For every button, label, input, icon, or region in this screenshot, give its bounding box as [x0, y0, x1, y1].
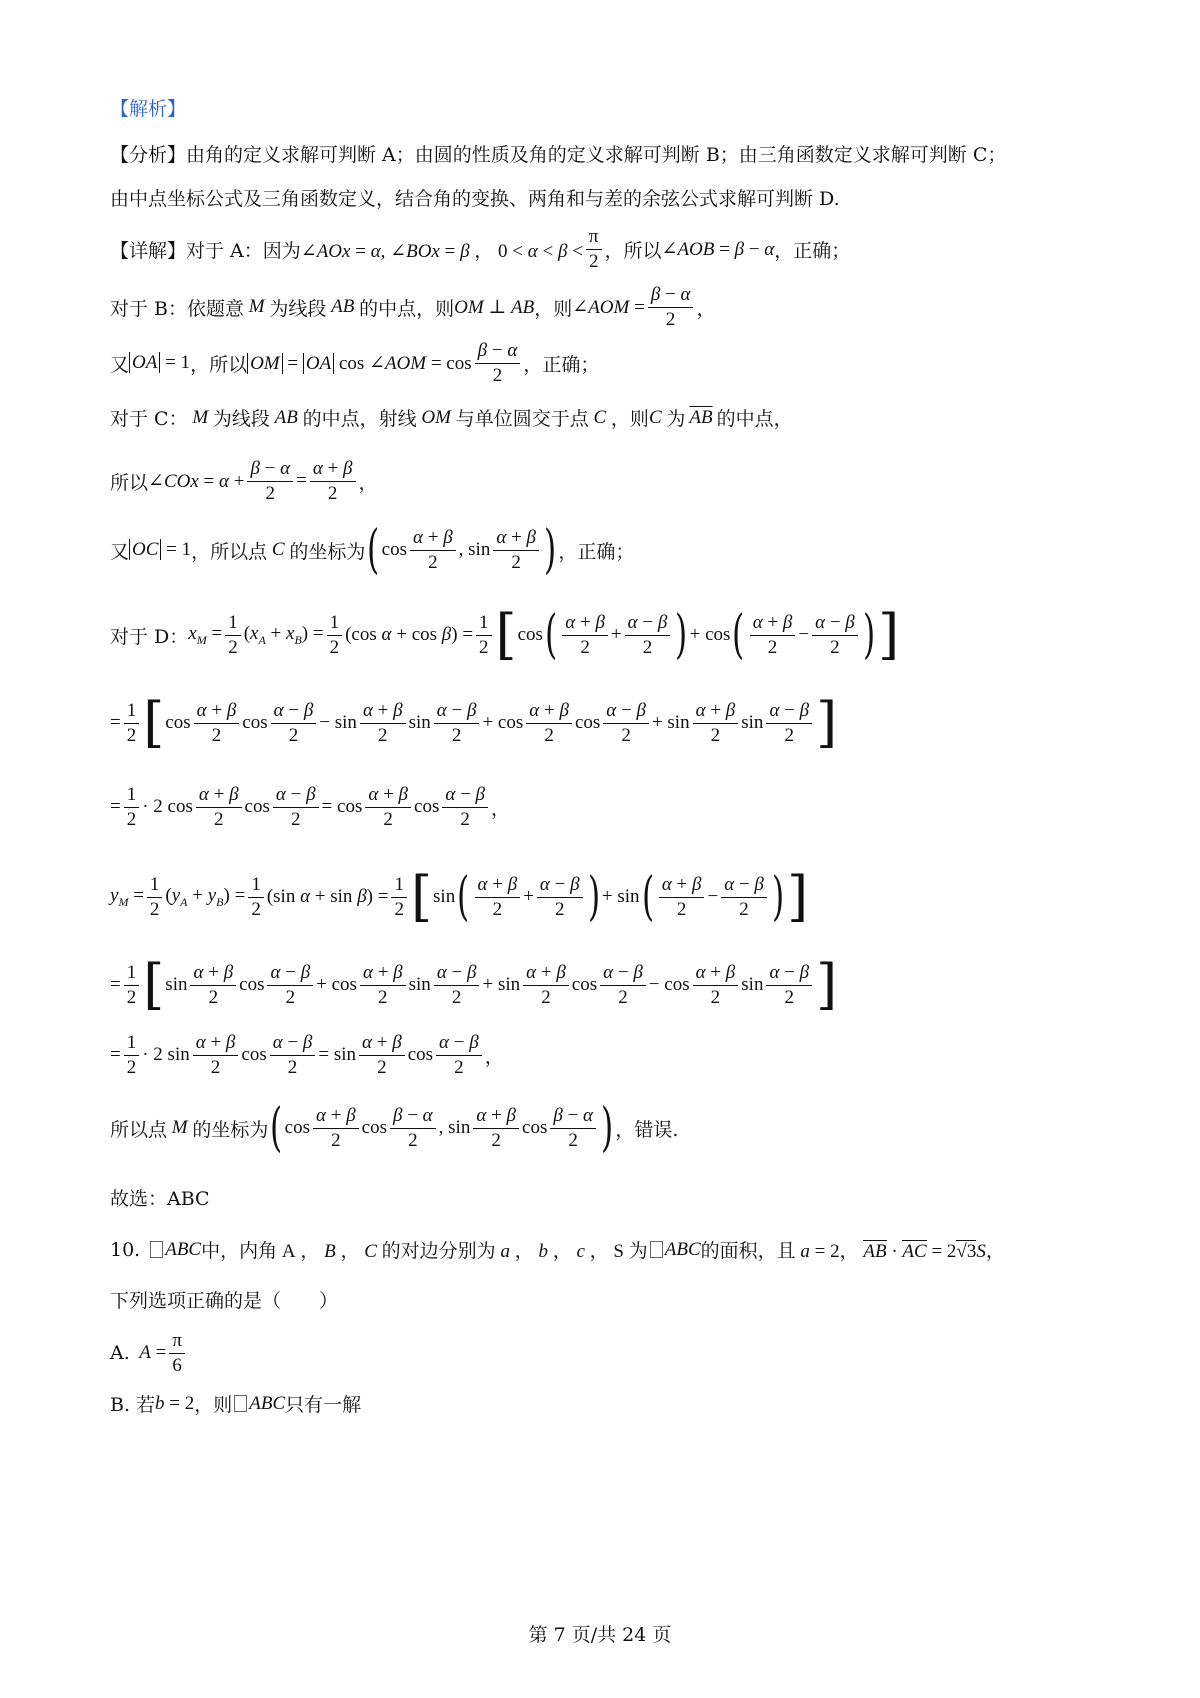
analysis-line-1	[110, 140, 1006, 167]
section-tag: 【解析】	[110, 98, 187, 120]
analysis-tag: 【分析】	[110, 144, 187, 166]
analysis-line-2	[110, 184, 840, 211]
detail-y2-line: = $\frac{1}{2}$ [ sin $\frac{\alpha + \beta}{2}$ cos $\frac{\alpha - \beta}{2}$ + cos $\frac{\alpha + \beta}{2}$ sin $\frac{\alpha - \beta}{2}$ + sin $\frac{\alpha + \beta}{2}$ cos $\frac{\alpha - \beta}{2}$ − cos $\frac{\alpha + \beta}{2}$ sin $\frac{\alpha - \beta}{2}$ ]	[110, 953, 838, 1016]
analysis-text-1: 由角的定义求解可判断 A；由圆的性质及角的定义求解可判断 B；由三角函数定义求解可判断 C；	[186, 144, 1007, 166]
q10-line: 10. ABC 中，内角 A ， B ， C 的对边分别为 a ， b ， c ， S 为 ABC 的面积，且 a = 2， AB · AC = 2√3S，	[110, 1238, 1005, 1262]
detail-d3-line: = $\frac{1}{2}$ · 2 cos $\frac{\alpha + \beta}{2}$ cos $\frac{\alpha - \beta}{2}$ = cos $\frac{\alpha + \beta}{2}$ cos $\frac{\alpha - \beta}{2}$ ，	[110, 784, 511, 830]
formula-a2: ∠AOB = β − α	[661, 238, 775, 260]
detail-b-line: 对于 B：依题意 M 为线段 AB 的中点，则 OM ⊥ AB ，则 ∠AOM = $\frac{\beta - \alpha}{2}$ ，	[110, 284, 716, 330]
detail-c2-line: 所以 ∠COx = α + $\frac{\beta - \alpha}{2}$ = $\frac{\alpha + \beta}{2}$ ，	[110, 458, 378, 504]
frac-pi-2: $\frac{\pi}{2}$	[586, 226, 602, 273]
detail-c3-line: 又 OC = 1 ，所以点 C 的坐标为 ( cos $\frac{\alpha + \beta}{2}$ , sin $\frac{\alpha + \beta}{2}$ ) ，正确；	[110, 520, 635, 580]
answer-line: 故选：ABC	[110, 1188, 210, 1210]
detail-d2-line: = $\frac{1}{2}$ [ cos $\frac{\alpha + \beta}{2}$ cos $\frac{\alpha - \beta}{2}$ − sin $\frac{\alpha + \beta}{2}$ sin $\frac{\alpha - \beta}{2}$ + cos $\frac{\alpha + \beta}{2}$ cos $\frac{\alpha - \beta}{2}$ + sin $\frac{\alpha + \beta}{2}$ sin $\frac{\alpha - \beta}{2}$ ]	[110, 691, 838, 754]
analysis-text-2: 由中点坐标公式及三角函数定义，结合角的变换、两角和与差的余弦公式求解可判断 D.	[110, 188, 840, 210]
detail-a-line: 【详解】 对于 A：因为 ∠AOx = α, ∠BOx = β ， 0 < α < β < $\frac{\pi}{2}$ ，所以 ∠AOB = β − α ，正确；	[110, 226, 851, 272]
detail-b2-line: 又 OA = 1 ，所以 OM = OA cos ∠AOM = cos $\frac{\beta - \alpha}{2}$ ，正确；	[110, 340, 600, 386]
q10-option-b: B. 若 b = 2 ，则 ABC 只有一解	[110, 1392, 362, 1416]
q10-line-2: 下列选项正确的是（ ）	[110, 1290, 339, 1312]
q10-number: 10.	[110, 1238, 141, 1261]
formula-a1: ∠AOx = α, ∠BOx = β ， 0 < α < β <	[300, 240, 583, 262]
triangle-glyph	[150, 1241, 163, 1258]
detail-m-line: 所以点 M 的坐标为 ( cos $\frac{\alpha + \beta}{2}$ cos $\frac{\beta - \alpha}{2}$ , sin $\frac{\alpha + \beta}{2}$ cos $\frac{\beta - \alpha}{2}$ ) ，错误.	[110, 1098, 679, 1158]
page-footer: 第 7 页/共 24 页	[528, 1624, 672, 1646]
detail-d-line: 对于 D： $x_M$ = $\frac{1}{2}$ $(x_A + x_B)$ = $\frac{1}{2}$ (cos α + cos β) = $\frac{1}{2}$ [ cos ( $\frac{\alpha + \beta}{2}$ + $\frac{\alpha - \beta}{2}$ ) + cos ( $\frac{\alpha + \beta}{2}$ − $\frac{\alpha - \beta}{2}$ ) ]	[110, 603, 900, 666]
q10-option-a: A. A = $\frac{\pi}{6}$	[110, 1330, 188, 1377]
detail-y-line: $y_M$ = $\frac{1}{2}$ $(y_A + y_B)$ = $\frac{1}{2}$ (sin α + sin β) = $\frac{1}{2}$ [ sin ( $\frac{\alpha + \beta}{2}$ + $\frac{\alpha - \beta}{2}$ ) + sin ( $\frac{\alpha + \beta}{2}$ − $\frac{\alpha - \beta}{2}$ ) ]	[110, 865, 809, 928]
detail-tag: 【详解】	[110, 239, 187, 262]
detail-c-line: 对于 C： M 为线段 AB 的中点，射线 OM 与单位圆交于点 C ，则 C 为 $\overline{AB}$ 的中点，	[110, 406, 793, 430]
detail-y3-line: = $\frac{1}{2}$ · 2 sin $\frac{\alpha + \beta}{2}$ cos $\frac{\alpha - \beta}{2}$ = sin $\frac{\alpha + \beta}{2}$ cos $\frac{\alpha - \beta}{2}$ ，	[110, 1032, 504, 1078]
